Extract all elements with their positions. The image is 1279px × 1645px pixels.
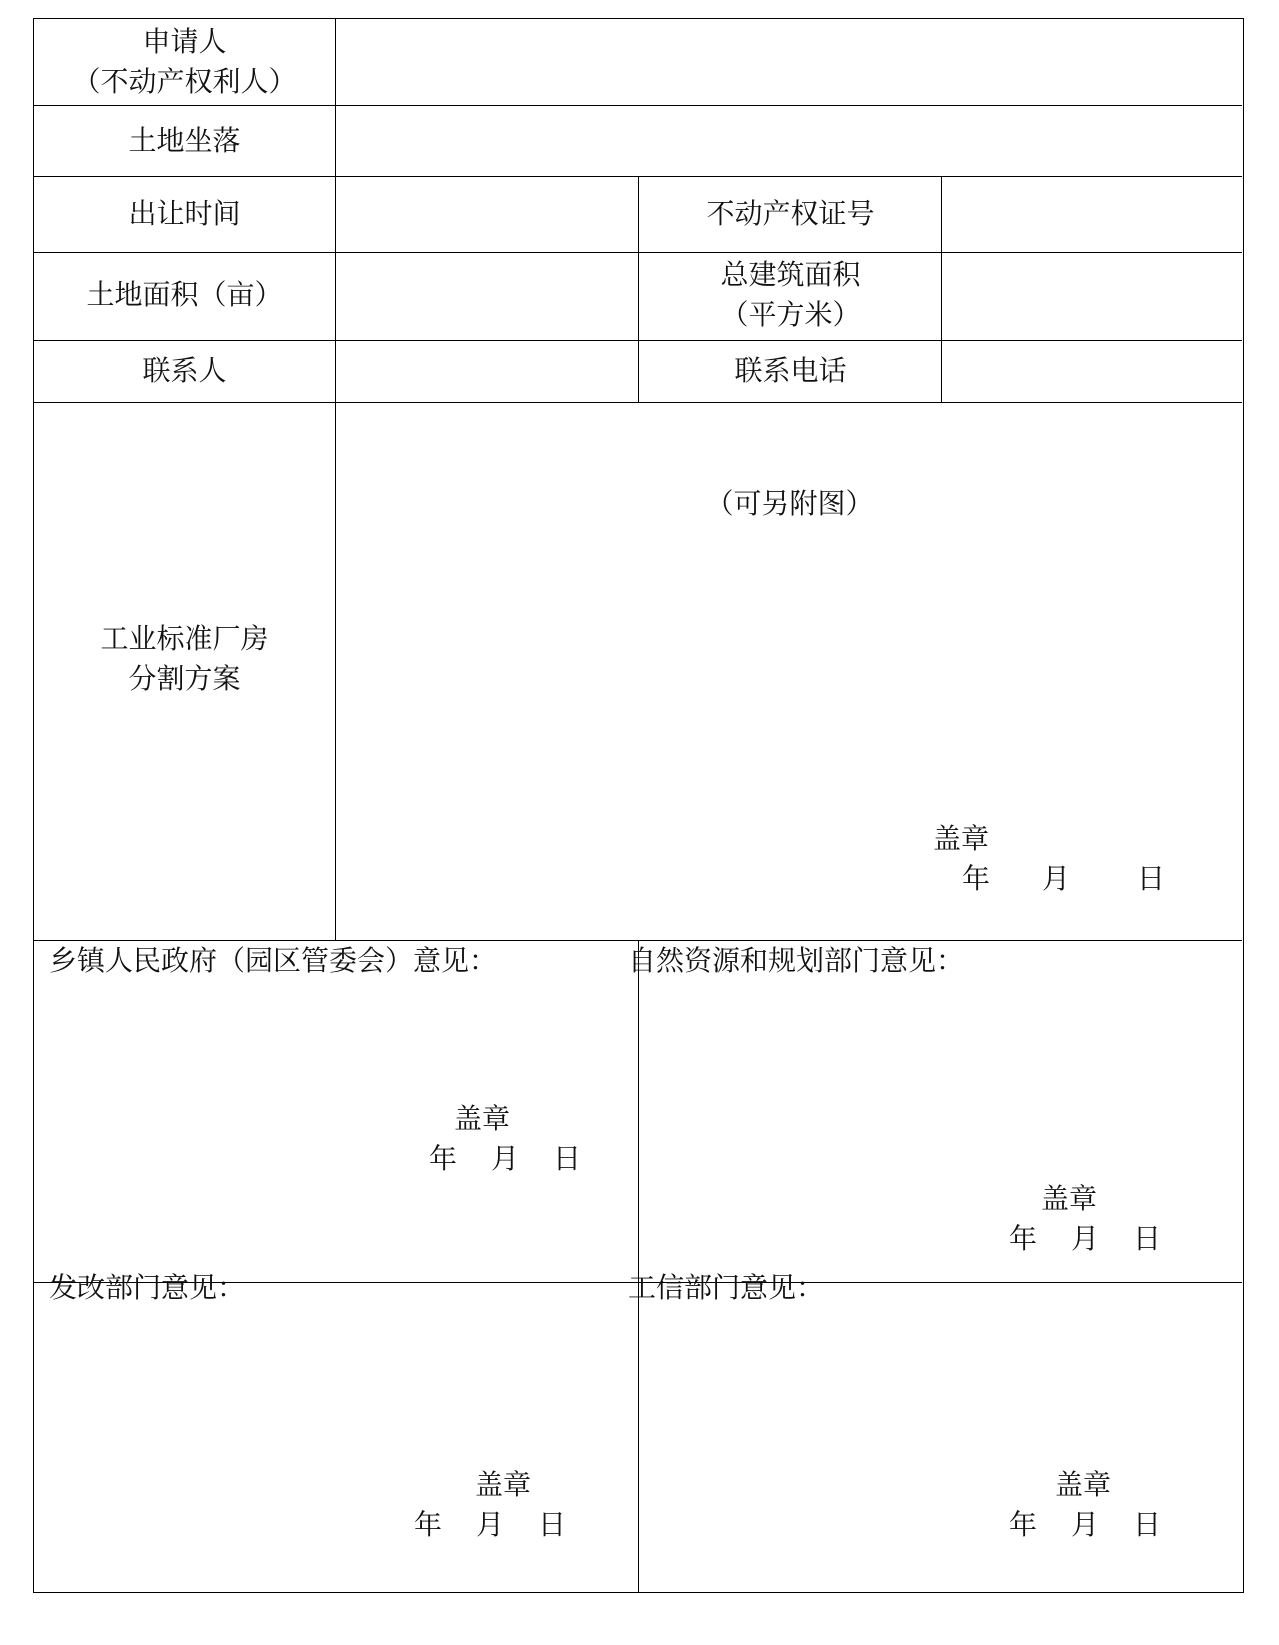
year-label: 年 — [962, 862, 991, 895]
land-location-field[interactable] — [337, 107, 1242, 176]
land-area-field[interactable] — [337, 254, 638, 340]
day-label: 日 — [1133, 1508, 1162, 1541]
seal-stamp-label: 盖章 — [1055, 1468, 1112, 1501]
column-divider — [941, 176, 942, 402]
month-label: 月 — [1071, 1222, 1100, 1255]
seal-stamp-label: 盖章 — [475, 1468, 532, 1501]
contact-field[interactable] — [337, 342, 638, 402]
year-label: 年 — [414, 1508, 443, 1541]
seal-date — [414, 1505, 566, 1545]
transfer-time-field[interactable] — [337, 178, 638, 252]
phone-label: 联系电话 — [734, 354, 847, 387]
cert-no-label: 不动产权证号 — [706, 197, 875, 230]
column-divider — [335, 19, 336, 940]
day-label: 日 — [553, 1142, 582, 1175]
year-label: 年 — [1009, 1508, 1038, 1541]
township-opinion-label: 乡镇人民政府（园区管委会）意见： — [49, 944, 498, 977]
seal-date — [1009, 1219, 1161, 1259]
row-divider — [34, 402, 1242, 403]
transfer-time-label: 出让时间 — [128, 197, 241, 230]
year-label: 年 — [1009, 1222, 1038, 1255]
phone-field[interactable] — [943, 342, 1242, 402]
applicant-label: 申请人 （不动产权利人） — [72, 25, 297, 98]
seal-stamp-label: 盖章 — [933, 822, 990, 855]
industry-it-opinion-label: 工信部门意见： — [628, 1271, 825, 1304]
month-label: 月 — [491, 1142, 520, 1175]
seal-date — [1009, 1505, 1161, 1545]
seal-stamp-label: 盖章 — [454, 1102, 511, 1135]
application-form-table — [33, 18, 1244, 1593]
township-opinion-field[interactable] — [36, 981, 636, 1281]
land-location-label: 土地坐落 — [128, 124, 241, 157]
row-divider — [34, 105, 1242, 106]
attach-drawing-note: （可另附图） — [705, 487, 874, 520]
total-building-area-field[interactable] — [943, 254, 1242, 340]
seal-date — [429, 1139, 581, 1179]
column-divider — [638, 940, 639, 1592]
column-divider — [638, 176, 639, 402]
cert-no-field[interactable] — [943, 178, 1242, 252]
applicant-field[interactable] — [337, 19, 1242, 105]
factory-plan-label: 工业标准厂房 分割方案 — [100, 622, 269, 695]
month-label: 月 — [476, 1508, 505, 1541]
development-reform-opinion-field[interactable] — [36, 1324, 636, 1592]
natural-resources-opinion-label: 自然资源和规划部门意见： — [628, 944, 965, 977]
day-label: 日 — [1133, 1222, 1162, 1255]
month-label: 月 — [1042, 862, 1071, 895]
land-area-label: 土地面积（亩） — [86, 278, 283, 311]
total-building-area-label: 总建筑面积 （平方米） — [720, 258, 861, 331]
contact-label: 联系人 — [142, 354, 227, 387]
development-reform-opinion-label: 发改部门意见： — [49, 1271, 246, 1304]
day-label: 日 — [1137, 862, 1166, 895]
seal-date — [962, 859, 1165, 899]
day-label: 日 — [538, 1508, 567, 1541]
industry-it-opinion-field[interactable] — [640, 1324, 1240, 1592]
seal-stamp-label: 盖章 — [1041, 1182, 1098, 1215]
year-label: 年 — [429, 1142, 458, 1175]
month-label: 月 — [1071, 1508, 1100, 1541]
